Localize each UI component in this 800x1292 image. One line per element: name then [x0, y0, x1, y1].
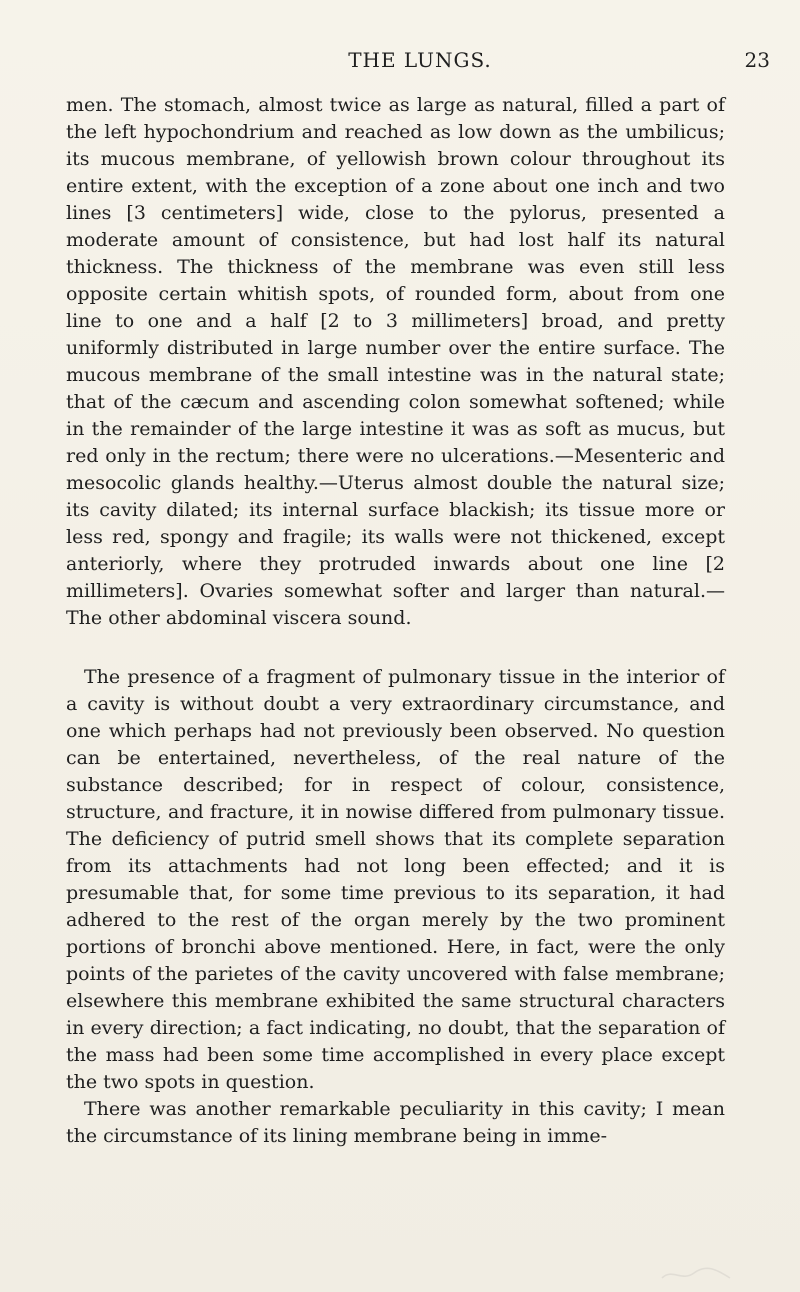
- page-number: 23: [744, 48, 770, 72]
- page-stain-decoration: [660, 1266, 732, 1284]
- page-content: [66, 92, 725, 1150]
- paragraph-3: There was another remarkable peculiarity in this cavity; I mean the circumstance of its lining membrane being in imme-: [66, 1098, 725, 1147]
- paragraph-2: The presence of a fragment of pulmonary tissue in the interior of a cavity is without doubt a very extraordinary circumstance, and one which perhaps had not previously been observed. No question can be entertained, nevertheless, of the real nature of the substance described; for in respect of colour, consistence, structure, and fracture, it in nowise differed from pulmonary tissue. The deficiency of putrid smell shows that its complete separation from its attachments had not long been effected; and it is presumable that, for some time previous to its separation, it had adhered to the rest of the organ merely by the two prominent portions of bronchi above mentioned. Here, in fact, were the only points of the parietes of the cavity uncovered with false membrane; elsewhere this membrane exhibited the same structural characters in every direction; a fact indicating, no doubt, that the separation of the mass had been some time accomplished in every place except the two spots in question.: [66, 666, 725, 1093]
- running-head: THE LUNGS.: [348, 48, 492, 72]
- page-header: [70, 48, 770, 78]
- paragraph-1: men. The stomach, almost twice as large as natural, filled a part of the left hypochondrium and reached as low down as the umbilicus; its mucous membrane, of yellowish brown colour throughout its entire extent, with the exception of a zone about one inch and two lines [3 centimeters] wide, close to the pylorus, presented a moderate amount of consistence, but had lost half its natural thickness. The thickness of the membrane was even still less opposite certain whitish spots, of rounded form, about from one line to one and a half [2 to 3 millimeters] broad, and pretty uniformly distributed in large number over the entire surface. The mucous membrane of the small intestine was in the natural state; that of the cæcum and ascending colon somewhat softened; while in the remainder of the large intestine it was as soft as mucus, but red only in the rectum; there were no ulcerations.—Mesenteric and mesocolic glands healthy.—Uterus almost double the natural size; its cavity dilated; its internal surface blackish; its tissue more or less red, spongy and fragile; its walls were not thickened, except anteriorly, where they protruded inwards about one line [2 millimeters]. Ovaries somewhat softer and larger than natural.—The other abdominal viscera sound.: [66, 94, 725, 629]
